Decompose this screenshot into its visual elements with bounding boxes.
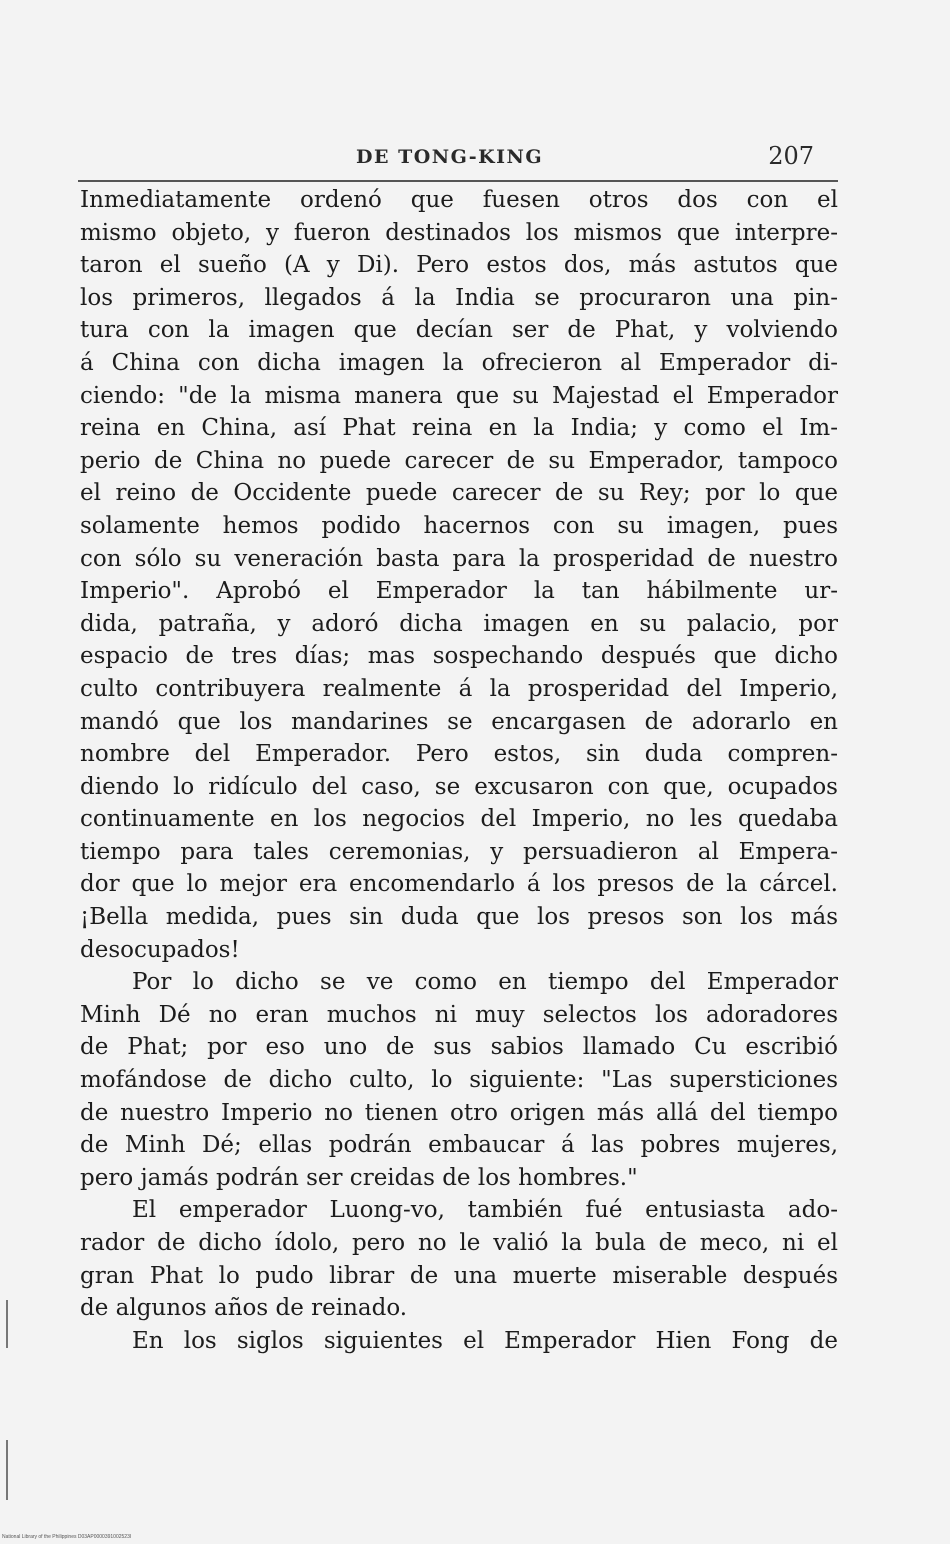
scan-credit: National Library of the Philippines D03AP0000391002523I (2, 1534, 132, 1540)
scan-edge-mark (6, 1440, 8, 1500)
text-line: de algunos años de reinado. (80, 1295, 408, 1322)
text-line: taron el sueño (A y Di). Pero estos dos, más astutos que (80, 252, 838, 279)
text-line: mismo objeto, y fueron destinados los mismos que interpre- (80, 219, 838, 246)
text-line: pero jamás podrán ser creidas de los hombres." (80, 1164, 638, 1191)
text-line: con sólo su veneración basta para la prosperidad de nuestro (80, 545, 838, 572)
text-line: dida, patraña, y adoró dicha imagen en su palacio, por (80, 610, 838, 637)
text-line: de nuestro Imperio no tienen otro origen más allá del tiempo (80, 1099, 838, 1126)
text-line: gran Phat lo pudo librar de una muerte miserable después (80, 1262, 838, 1289)
text-line: espacio de tres días; mas sospechando después que dicho (80, 643, 838, 670)
text-line: de Phat; por eso uno de sus sabios llamado Cu escribió (80, 1034, 838, 1061)
text-line: mofándose de dicho culto, lo siguiente: "Las supersticiones (80, 1067, 838, 1094)
body-text (80, 184, 838, 1357)
text-line: continuamente en los negocios del Imperio, no les quedaba (80, 806, 838, 833)
text-line: ciendo: "de la misma manera que su Majestad el Emperador (80, 382, 838, 409)
text-line: rador de dicho ídolo, pero no le valió la bula de meco, ni el (80, 1230, 838, 1256)
text-line: nombre del Emperador. Pero estos, sin duda compren- (80, 741, 838, 768)
page-number: 207 (768, 142, 814, 170)
text-line: El emperador Luong-vo, también fué entusiasta ado- (132, 1197, 838, 1224)
text-line: reina en China, así Phat reina en la India; y como el Im- (80, 415, 838, 442)
text-line: culto contribuyera realmente á la prosperidad del Imperio, (80, 675, 838, 702)
text-line: Inmediatamente ordenó que fuesen otros dos con el (80, 187, 838, 213)
running-title: DE TONG-KING (356, 146, 544, 168)
text-line: Minh Dé no eran muchos ni muy selectos los adoradores (80, 1001, 838, 1028)
text-line: el reino de Occidente puede carecer de su Rey; por lo que (80, 480, 838, 507)
text-line: á China con dicha imagen la ofrecieron al Emperador di- (80, 349, 838, 376)
header-rule (78, 180, 838, 182)
text-line: perio de China no puede carecer de su Emperador, tampoco (80, 447, 838, 474)
running-head (78, 140, 838, 174)
text-line: diendo lo ridículo del caso, se excusaron con que, ocupados (80, 773, 838, 800)
text-line: desocupados! (80, 936, 240, 963)
text-line: tiempo para tales ceremonias, y persuadieron al Empera- (80, 838, 838, 865)
text-line: de Minh Dé; ellas podrán embaucar á las pobres mujeres, (80, 1132, 838, 1159)
text-line: Por lo dicho se ve como en tiempo del Emperador (132, 969, 838, 996)
text-line: En los siglos siguientes el Emperador Hien Fong de (132, 1327, 838, 1354)
text-line: los primeros, llegados á la India se procuraron una pin- (80, 284, 838, 311)
scan-edge-mark (6, 1300, 8, 1348)
text-line: Imperio". Aprobó el Emperador la tan hábilmente ur- (80, 578, 838, 605)
text-line: solamente hemos podido hacernos con su imagen, pues (80, 512, 838, 539)
text-line: mandó que los mandarines se encargasen de adorarlo en (80, 708, 838, 735)
text-line: tura con la imagen que decían ser de Phat, y volviendo (80, 317, 838, 344)
text-line: ¡Bella medida, pues sin duda que los presos son los más (80, 904, 838, 931)
text-line: dor que lo mejor era encomendarlo á los presos de la cárcel. (80, 871, 838, 898)
